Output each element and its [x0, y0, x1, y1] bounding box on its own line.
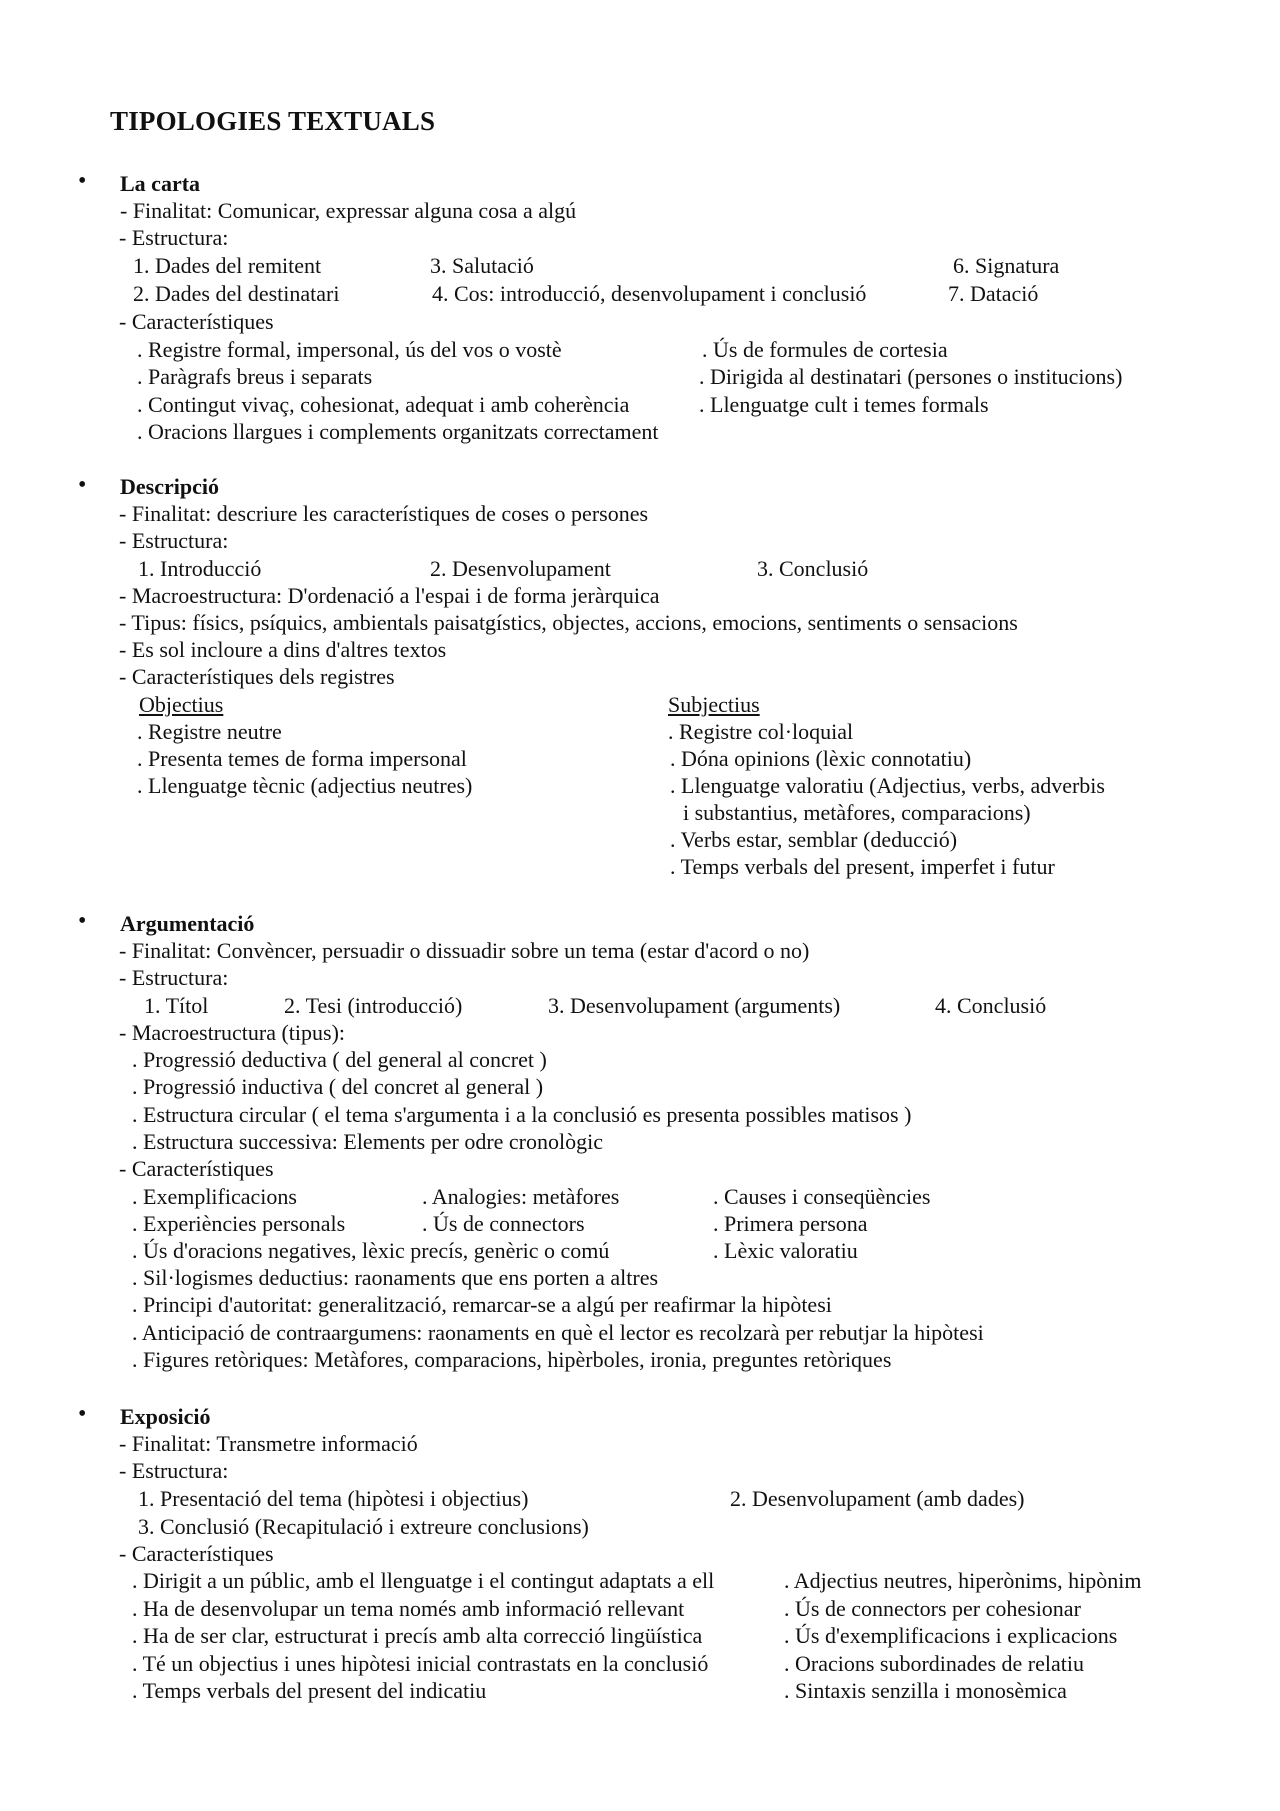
bullet: • [78, 168, 87, 194]
structure-item: 3. Conclusió [757, 556, 869, 581]
subjective-item: i substantius, metàfores, comparacions) [683, 800, 1031, 825]
structure-item: 2. Desenvolupament (amb dades) [730, 1486, 1025, 1511]
characteristic-item: . Oracions llargues i complements organitzats correctament [137, 419, 659, 444]
characteristic-item: . Dirigida al destinatari (persones o institucions) [699, 364, 1123, 389]
subjective-item: . Dóna opinions (lèxic connotatiu) [670, 746, 972, 771]
section-heading: La carta [120, 171, 201, 196]
characteristic-item: . Ús de connectors [422, 1211, 585, 1236]
characteristic-item: . Paràgrafs breus i separats [137, 364, 373, 389]
characteristic-item: . Llenguatge cult i temes formals [699, 392, 989, 417]
tipus-line: - Tipus: físics, psíquics, ambientals paisatgístics, objectes, accions, emocions, sentiments o sensacions [119, 610, 1018, 635]
characteristic-item: . Té un objectius i unes hipòtesi inicial contrastats en la conclusió [132, 1651, 709, 1676]
characteristic-item: . Ús de formules de cortesia [702, 337, 948, 362]
subjective-item: . Verbs estar, semblar (deducció) [670, 827, 958, 852]
sol-line: - Es sol incloure a dins d'altres textos [119, 637, 447, 662]
structure-item: 1. Presentació del tema (hipòtesi i objectius) [138, 1486, 529, 1511]
characteristic-item: . Analogies: metàfores [422, 1184, 620, 1209]
macro-item: . Progressió deductiva ( del general al concret ) [132, 1047, 547, 1072]
macro-item: . Estructura circular ( el tema s'argumenta i a la conclusió es presenta possibles matisos ) [132, 1102, 912, 1127]
characteristic-item: . Ús de connectors per cohesionar [784, 1596, 1081, 1621]
estructura-label: - Estructura: [119, 225, 229, 250]
subjectius-header: Subjectius [668, 692, 760, 717]
characteristic-item: . Oracions subordinades de relatiu [784, 1651, 1084, 1676]
structure-item: 2. Tesi (introducció) [284, 993, 463, 1018]
characteristic-item: . Ús d'oracions negatives, lèxic precís, genèric o comú [132, 1238, 610, 1263]
structure-item: 1. Dades del remitent [133, 253, 322, 278]
macroestructura-line: - Macroestructura: D'ordenació a l'espai i de forma jeràrquica [119, 583, 660, 608]
caracteristiques-label: - Característiques [119, 309, 274, 334]
bullet: • [78, 1401, 87, 1427]
characteristic-item: . Principi d'autoritat: generalització, remarcar-se a algú per reafirmar la hipòtesi [132, 1292, 832, 1317]
characteristic-item: . Adjectius neutres, hiperònims, hipònim [784, 1568, 1142, 1593]
characteristic-item: . Temps verbals del present del indicatiu [132, 1678, 487, 1703]
characteristic-item: . Ha de ser clar, estructurat i precís amb alta correcció lingüística [132, 1623, 703, 1648]
characteristic-item: . Ha de desenvolupar un tema només amb informació rellevant [132, 1596, 685, 1621]
characteristic-item: . Lèxic valoratiu [713, 1238, 858, 1263]
macroestructura-label: - Macroestructura (tipus): [119, 1020, 346, 1045]
characteristic-item: . Experiències personals [132, 1211, 346, 1236]
characteristic-item: . Ús d'exemplificacions i explicacions [784, 1623, 1118, 1648]
finalitat-line: - Finalitat: Comunicar, expressar alguna cosa a algú [120, 198, 577, 223]
characteristic-item: . Anticipació de contraargumens: raonaments en què el lector es recolzarà per rebutjar la hipòtesi [132, 1320, 984, 1345]
estructura-label: - Estructura: [119, 965, 229, 990]
objective-item: . Registre neutre [137, 719, 282, 744]
section-heading: Exposició [120, 1404, 211, 1429]
finalitat-line: - Finalitat: descriure les característiques de coses o persones [119, 501, 649, 526]
structure-item: 4. Cos: introducció, desenvolupament i conclusió [432, 281, 867, 306]
characteristic-item: . Causes i conseqüències [713, 1184, 931, 1209]
finalitat-line: - Finalitat: Transmetre informació [119, 1431, 418, 1456]
structure-item: 2. Dades del destinatari [133, 281, 340, 306]
characteristic-item: . Primera persona [713, 1211, 868, 1236]
section-heading: Argumentació [120, 911, 255, 936]
characteristic-item: . Sil·logismes deductius: raonaments que ens porten a altres [132, 1265, 659, 1290]
objective-item: . Llenguatge tècnic (adjectius neutres) [137, 773, 473, 798]
section-heading: Descripció [120, 474, 219, 499]
structure-item: 3. Salutació [430, 253, 534, 278]
characteristic-item: . Sintaxis senzilla i monosèmica [784, 1678, 1067, 1703]
structure-item: 7. Datació [948, 281, 1039, 306]
subjective-item: . Temps verbals del present, imperfet i futur [670, 854, 1055, 879]
structure-item: 3. Desenvolupament (arguments) [548, 993, 841, 1018]
structure-item: 1. Introducció [138, 556, 262, 581]
page-title: TIPOLOGIES TEXTUALS [110, 106, 436, 136]
structure-item: 4. Conclusió [935, 993, 1047, 1018]
structure-item: 6. Signatura [953, 253, 1060, 278]
characteristic-item: . Dirigit a un públic, amb el llenguatge i el contingut adaptats a ell [132, 1568, 715, 1593]
finalitat-line: - Finalitat: Convèncer, persuadir o dissuadir sobre un tema (estar d'acord o no) [119, 938, 810, 963]
estructura-label: - Estructura: [119, 1458, 229, 1483]
caracteristiques-label: - Característiques [119, 1541, 274, 1566]
registres-label: - Característiques dels registres [119, 664, 395, 689]
characteristic-item: . Figures retòriques: Metàfores, comparacions, hipèrboles, ironia, preguntes retòriques [132, 1347, 892, 1372]
structure-item: 1. Títol [144, 993, 209, 1018]
macro-item: . Estructura successiva: Elements per odre cronològic [132, 1129, 604, 1154]
subjective-item: . Registre col·loquial [668, 719, 854, 744]
estructura-label: - Estructura: [119, 528, 229, 553]
characteristic-item: . Registre formal, impersonal, ús del vos o vostè [137, 337, 562, 362]
macro-item: . Progressió inductiva ( del concret al general ) [132, 1074, 544, 1099]
bullet: • [78, 908, 87, 934]
objective-item: . Presenta temes de forma impersonal [137, 746, 467, 771]
characteristic-item: . Contingut vivaç, cohesionat, adequat i amb coherència [137, 392, 630, 417]
structure-item: 2. Desenvolupament [430, 556, 611, 581]
structure-item: 3. Conclusió (Recapitulació i extreure conclusions) [138, 1514, 589, 1539]
characteristic-item: . Exemplificacions [132, 1184, 297, 1209]
caracteristiques-label: - Característiques [119, 1156, 274, 1181]
bullet: • [78, 472, 87, 498]
objectius-header: Objectius [139, 692, 224, 717]
subjective-item: . Llenguatge valoratiu (Adjectius, verbs, adverbis [670, 773, 1105, 798]
